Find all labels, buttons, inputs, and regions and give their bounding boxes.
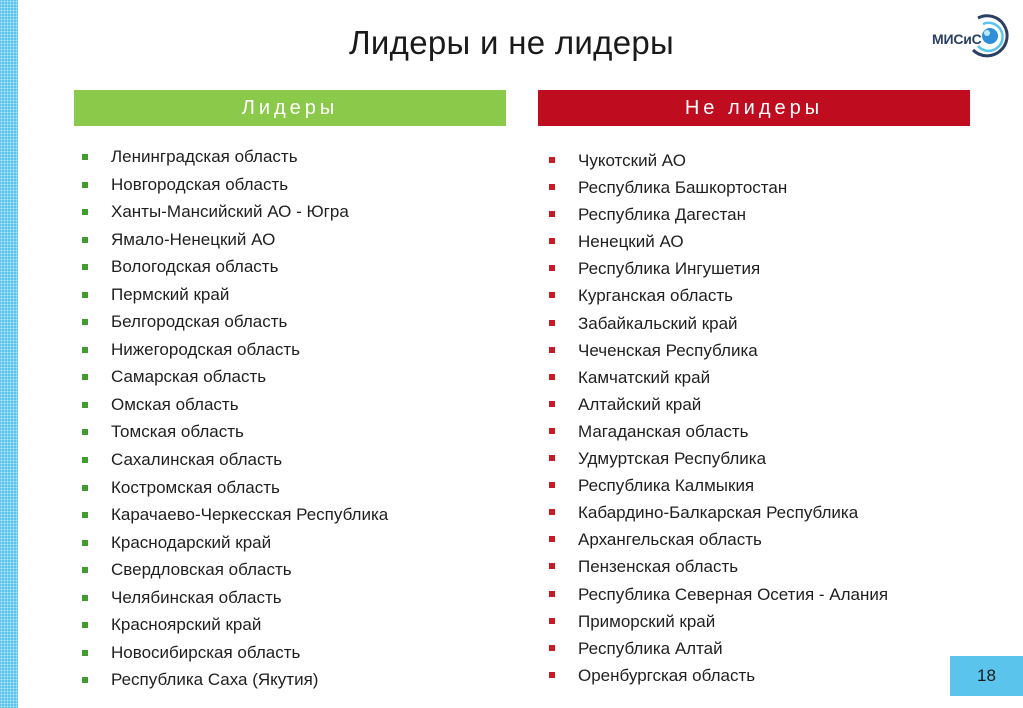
bullet-icon — [549, 347, 555, 353]
list-item — [82, 418, 388, 446]
list-item-label: Алтайский край — [578, 394, 702, 414]
list-item-label: Карачаево-Черкесская Республика — [111, 505, 389, 525]
list-item — [82, 446, 388, 474]
list-item-label: Чеченская Республика — [578, 340, 758, 360]
list-item-label: Нижегородская область — [111, 339, 300, 359]
list-item — [549, 147, 888, 174]
list-item-label: Курганская область — [578, 286, 733, 306]
bullet-icon — [82, 154, 88, 160]
list-item — [82, 584, 388, 612]
list-item-label: Ямало-Ненецкий АО — [111, 229, 276, 249]
list-item-label: Сахалинская область — [111, 450, 283, 470]
bullet-icon — [549, 401, 555, 407]
logo-text: МИСиС — [932, 31, 982, 47]
bullet-icon — [549, 265, 555, 271]
list-item — [549, 581, 888, 608]
list-item — [549, 201, 888, 228]
list-item — [549, 282, 888, 309]
list-item — [549, 418, 888, 445]
bullet-icon — [82, 457, 88, 463]
bullet-icon — [82, 650, 88, 656]
list-item-label: Краснодарский край — [111, 532, 272, 552]
list-item — [82, 336, 388, 364]
list-item — [82, 501, 388, 529]
bullet-icon — [549, 292, 555, 298]
bullet-icon — [82, 595, 88, 601]
leaders-header: Лидеры — [74, 90, 506, 126]
list-item-label: Республика Алтай — [578, 638, 723, 658]
list-item-label: Республика Дагестан — [578, 205, 747, 225]
bullet-icon — [82, 567, 88, 573]
bullet-icon — [82, 347, 88, 353]
list-item — [549, 364, 888, 391]
bullet-icon — [82, 485, 88, 491]
list-item — [82, 363, 388, 391]
bullet-icon — [549, 184, 555, 190]
list-item — [82, 529, 388, 557]
list-item — [549, 337, 888, 364]
list-item — [82, 281, 388, 309]
list-item — [549, 255, 888, 282]
list-item-label: Забайкальский край — [578, 313, 738, 333]
bullet-icon — [82, 374, 88, 380]
bullet-icon — [549, 320, 555, 326]
decorative-side-stripe — [0, 0, 18, 708]
bullet-icon — [549, 563, 555, 569]
list-item-label: Республика Саха (Якутия) — [111, 670, 319, 690]
list-item-label: Самарская область — [111, 367, 267, 387]
list-item-label: Республика Калмыкия — [578, 476, 755, 496]
bullet-icon — [82, 182, 88, 188]
bullet-icon — [549, 591, 555, 597]
list-item — [82, 171, 388, 199]
misis-logo — [926, 10, 1012, 62]
list-item-label: Республика Башкортостан — [578, 178, 788, 198]
list-item-label: Свердловская область — [111, 560, 292, 580]
list-item-label: Ханты-Мансийский АО - Югра — [111, 202, 349, 222]
bullet-icon — [549, 157, 555, 163]
leaders-list — [82, 143, 388, 694]
bullet-icon — [549, 211, 555, 217]
bullet-icon — [549, 428, 555, 434]
bullet-icon — [549, 618, 555, 624]
bullet-icon — [549, 482, 555, 488]
list-item — [82, 226, 388, 254]
list-item — [549, 662, 888, 689]
bullet-icon — [82, 512, 88, 518]
bullet-icon — [82, 209, 88, 215]
list-item — [549, 445, 888, 472]
list-item — [549, 526, 888, 553]
list-item — [549, 553, 888, 580]
bullet-icon — [82, 319, 88, 325]
list-item-label: Архангельская область — [578, 530, 762, 550]
list-item — [549, 499, 888, 526]
list-item-label: Удмуртская Республика — [578, 449, 767, 469]
list-item-label: Омская область — [111, 394, 239, 414]
bullet-icon — [549, 645, 555, 651]
list-item — [549, 391, 888, 418]
list-item — [82, 556, 388, 584]
non-leaders-header: Не лидеры — [538, 90, 970, 126]
list-item — [549, 310, 888, 337]
list-item-label: Новгородская область — [111, 174, 289, 194]
bullet-icon — [82, 540, 88, 546]
list-item-label: Томская область — [111, 422, 244, 442]
page-number: 18 — [950, 656, 1023, 696]
bullet-icon — [82, 292, 88, 298]
list-item-label: Челябинская область — [111, 587, 282, 607]
list-item-label: Приморский край — [578, 611, 716, 631]
list-item-label: Ненецкий АО — [578, 232, 684, 252]
list-item-label: Новосибирская область — [111, 642, 301, 662]
list-item — [82, 666, 388, 694]
list-item-label: Республика Северная Осетия - Алания — [578, 584, 889, 604]
bullet-icon — [549, 536, 555, 542]
list-item — [549, 472, 888, 499]
list-item — [82, 308, 388, 336]
bullet-icon — [549, 509, 555, 515]
list-item-label: Вологодская область — [111, 257, 279, 277]
bullet-icon — [549, 455, 555, 461]
list-item-label: Пензенская область — [578, 557, 739, 577]
list-item — [82, 611, 388, 639]
list-item-label: Пермский край — [111, 284, 230, 304]
bullet-icon — [549, 672, 555, 678]
list-item-label: Костромская область — [111, 477, 280, 497]
bullet-icon — [82, 402, 88, 408]
list-item-label: Белгородская область — [111, 312, 288, 332]
non-leaders-list — [549, 147, 888, 689]
slide-title: Лидеры и не лидеры — [348, 24, 675, 61]
list-item-label: Чукотский АО — [578, 151, 686, 170]
list-item — [82, 143, 388, 171]
list-item — [82, 198, 388, 226]
list-item-label: Магаданская область — [578, 421, 749, 441]
list-item — [82, 391, 388, 419]
bullet-icon — [549, 374, 555, 380]
bullet-icon — [549, 238, 555, 244]
list-item — [82, 639, 388, 667]
bullet-icon — [82, 429, 88, 435]
list-item — [549, 608, 888, 635]
list-item — [82, 253, 388, 281]
list-item-label: Кабардино-Балкарская Республика — [578, 503, 859, 523]
list-item — [549, 635, 888, 662]
list-item-label: Республика Ингушетия — [578, 259, 761, 279]
list-item-label: Оренбургская область — [578, 665, 756, 685]
list-item-label: Камчатский край — [578, 367, 711, 387]
bullet-icon — [82, 264, 88, 270]
list-item-label: Красноярский край — [111, 615, 262, 635]
list-item — [82, 474, 388, 502]
bullet-icon — [82, 677, 88, 683]
list-item — [549, 174, 888, 201]
bullet-icon — [82, 622, 88, 628]
list-item-label: Ленинградская область — [111, 147, 298, 166]
bullet-icon — [82, 237, 88, 243]
list-item — [549, 228, 888, 255]
